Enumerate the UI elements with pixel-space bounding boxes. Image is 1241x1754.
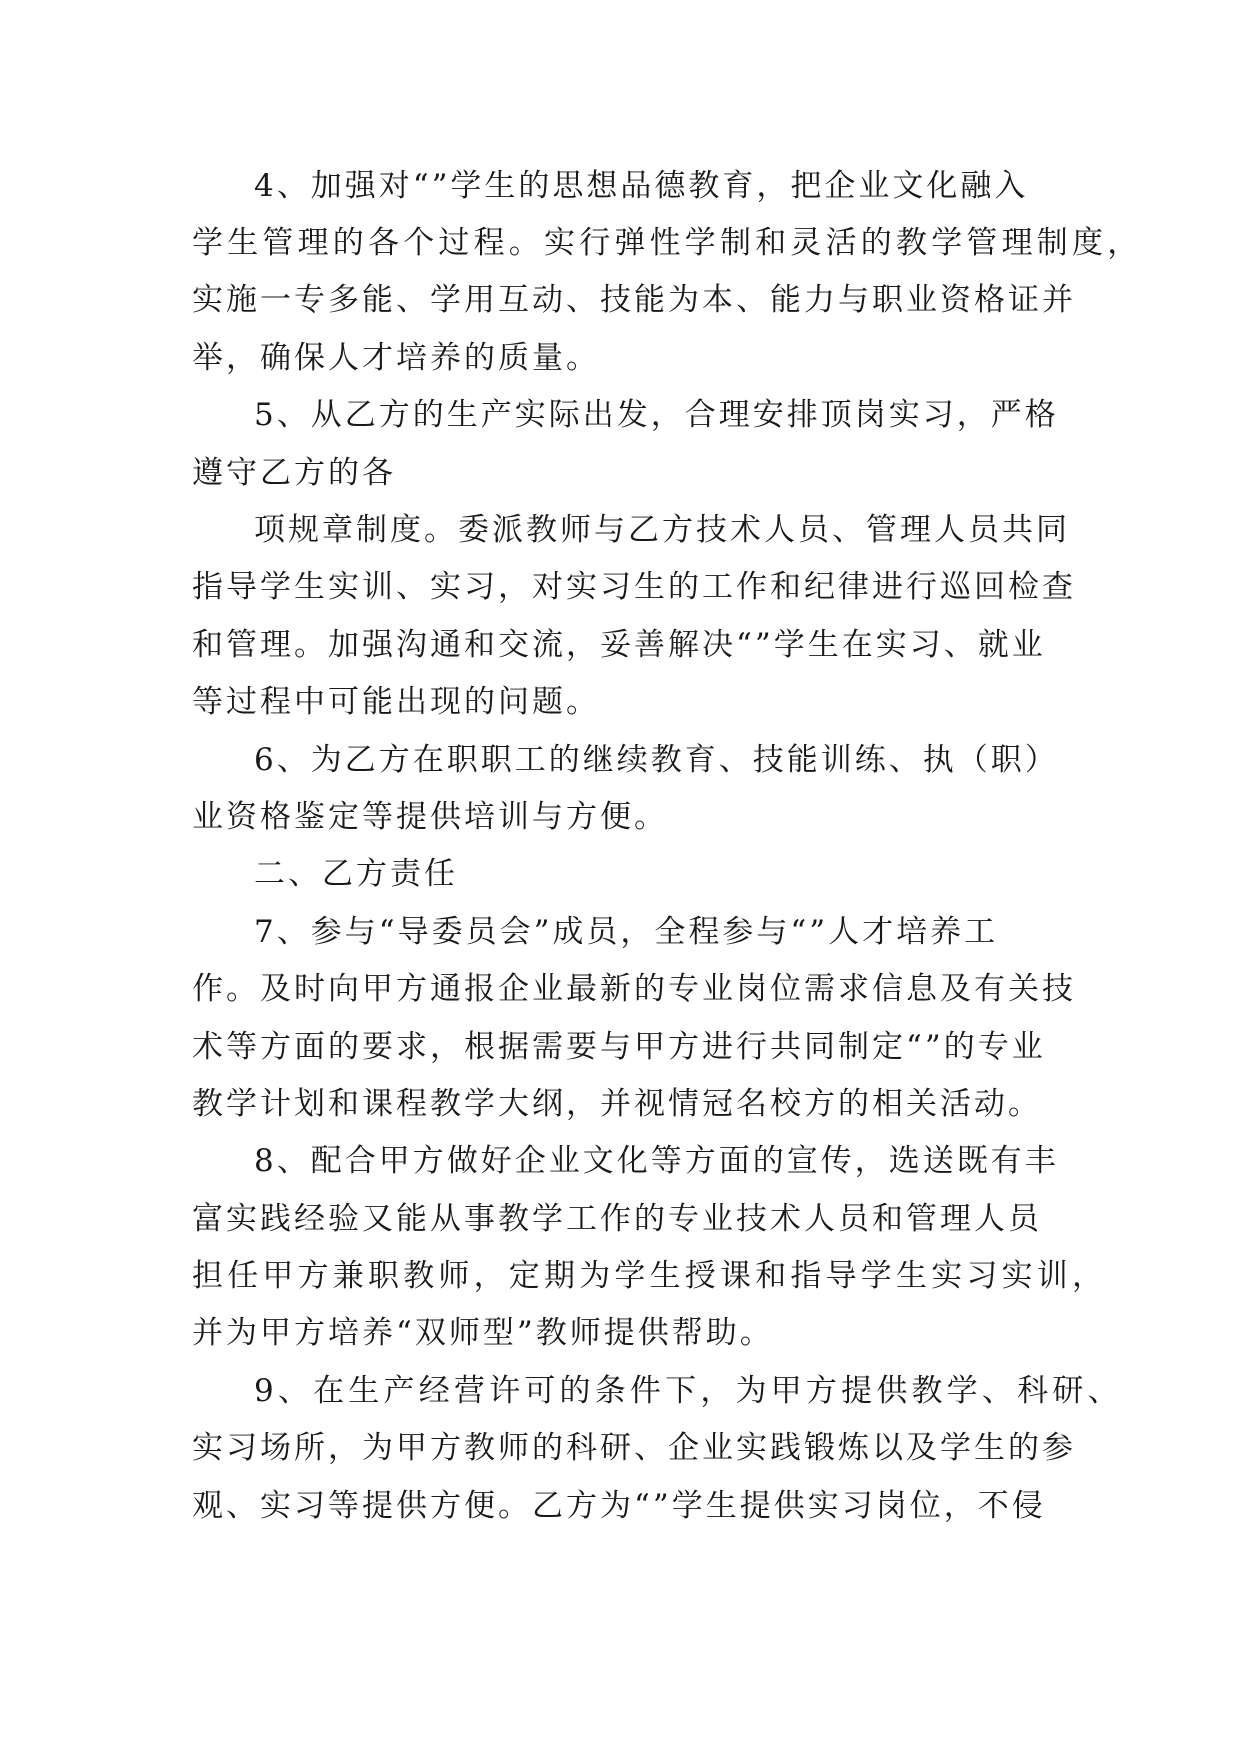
text-line: 6、为乙方在职职工的继续教育、技能训练、执（职） (254, 742, 1059, 778)
text-line: 7、参与“导委员会”成员，全程参与“”人才培养工 (254, 914, 999, 950)
text-line: 和管理。加强沟通和交流，妥善解决“”学生在实习、就业 (192, 627, 1046, 663)
text-line: 担任甲方兼职教师，定期为学生授课和指导学生实习实训， (192, 1258, 1108, 1294)
text-line: 富实践经验又能从事教学工作的专业技术人员和管理人员 (192, 1201, 1042, 1237)
text-line: 实施一专多能、学用互动、技能为本、能力与职业资格证并 (192, 282, 1076, 318)
text-line: 9、在生产经营许可的条件下，为甲方提供教学、科研、 (254, 1373, 1123, 1409)
text-line: 并为甲方培养“双师型”教师提供帮助。 (192, 1315, 774, 1351)
text-line: 观、实习等提供方便。乙方为“”学生提供实习岗位，不侵 (192, 1488, 1046, 1524)
text-line: 8、配合甲方做好企业文化等方面的宣传，选送既有丰 (254, 1143, 1059, 1179)
text-line: 学生管理的各个过程。实行弹性学制和灵活的教学管理制度， (192, 225, 1143, 261)
text-line: 实习场所，为甲方教师的科研、企业实践锻炼以及学生的参 (192, 1430, 1076, 1466)
text-line: 遵守乙方的各 (192, 455, 396, 491)
text-line: 业资格鉴定等提供培训与方便。 (192, 799, 668, 835)
text-line: 术等方面的要求，根据需要与甲方进行共同制定“”的专业 (192, 1029, 1046, 1065)
text-line: 项规章制度。委派教师与乙方技术人员、管理人员共同 (254, 512, 1070, 548)
text-line: 作。及时向甲方通报企业最新的专业岗位需求信息及有关技 (192, 971, 1076, 1007)
text-line: 4、加强对“”学生的思想品德教育，把企业文化融入 (254, 168, 1029, 204)
text-line: 教学计划和课程教学大纲，并视情冠名校方的相关活动。 (192, 1086, 1042, 1122)
text-line: 指导学生实训、实习，对实习生的工作和纪律进行巡回检查 (192, 569, 1076, 605)
section-heading: 二、乙方责任 (254, 856, 458, 892)
text-line: 等过程中可能出现的问题。 (192, 684, 600, 720)
text-line: 举，确保人才培养的质量。 (192, 340, 600, 376)
text-line: 5、从乙方的生产实际出发，合理安排顶岗实习，严格 (254, 397, 1059, 433)
